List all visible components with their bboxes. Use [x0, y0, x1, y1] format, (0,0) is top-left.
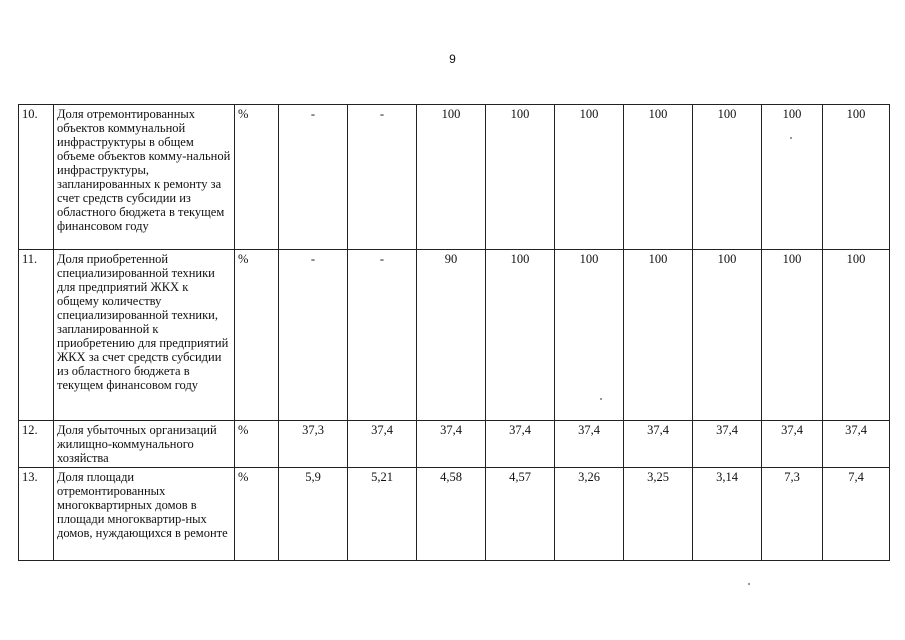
value-cell: 37,4: [693, 421, 762, 468]
value-cell: 90: [417, 250, 486, 421]
value-cell: 4,58: [417, 468, 486, 561]
value-cell: 37,4: [555, 421, 624, 468]
value-cell: 100: [417, 105, 486, 250]
value-cell: 3,26: [555, 468, 624, 561]
unit-cell: %: [235, 468, 279, 561]
table-row: [19, 105, 890, 250]
value-cell: 100: [624, 250, 693, 421]
value-cell: 37,3: [279, 421, 348, 468]
value-cell: 100: [693, 105, 762, 250]
value-cell: 100: [693, 250, 762, 421]
unit-cell: %: [235, 421, 279, 468]
table-row: [19, 468, 890, 561]
value-cell: -: [279, 105, 348, 250]
indicator-name-cell: Доля убыточных организаций жилищно-коммунального хозяйства: [54, 421, 235, 468]
value-cell: 100: [624, 105, 693, 250]
value-cell: 37,4: [624, 421, 693, 468]
value-cell: 100: [762, 250, 823, 421]
value-cell: 100: [555, 250, 624, 421]
value-cell: 3,25: [624, 468, 693, 561]
table-row: [19, 250, 890, 421]
value-cell: 100: [486, 105, 555, 250]
value-cell: 4,57: [486, 468, 555, 561]
value-cell: 7,4: [823, 468, 890, 561]
row-number-cell: 13.: [19, 468, 54, 561]
value-cell: -: [348, 105, 417, 250]
value-cell: -: [279, 250, 348, 421]
value-cell: -: [348, 250, 417, 421]
value-cell: 37,4: [417, 421, 486, 468]
value-cell: 7,3: [762, 468, 823, 561]
value-cell: 100: [823, 105, 890, 250]
value-cell: 100: [823, 250, 890, 421]
value-cell: 100: [486, 250, 555, 421]
value-cell: 37,4: [762, 421, 823, 468]
page-number: 9: [449, 52, 456, 66]
value-cell: 37,4: [348, 421, 417, 468]
scan-speck: [748, 583, 750, 585]
value-cell: 100: [555, 105, 624, 250]
unit-cell: %: [235, 105, 279, 250]
value-cell: 3,14: [693, 468, 762, 561]
indicators-table-body: [19, 105, 890, 561]
value-cell: 5,21: [348, 468, 417, 561]
indicator-name-cell: Доля приобретенной специализированной техники для предприятий ЖКХ к общему количеству специализированной техники, запланированной к приобретению для предприятий ЖКХ за счет средств субсидии из областного бюджета в текущем финансовом году: [54, 250, 235, 421]
indicator-name-cell: Доля отремонтированных объектов коммунальной инфраструктуры в общем объеме объектов комму-нальной инфраструктуры, запланированных к ремонту за счет средств субсидии из областного бюджета в текущем финансовом году: [54, 105, 235, 250]
value-cell: 5,9: [279, 468, 348, 561]
table-row: [19, 421, 890, 468]
row-number-cell: 11.: [19, 250, 54, 421]
unit-cell: %: [235, 250, 279, 421]
row-number-cell: 12.: [19, 421, 54, 468]
row-number-cell: 10.: [19, 105, 54, 250]
scan-speck: [600, 398, 602, 400]
value-cell: 37,4: [486, 421, 555, 468]
value-cell: 100: [762, 105, 823, 250]
scan-speck: [790, 137, 792, 139]
indicators-table: [18, 104, 890, 561]
indicator-name-cell: Доля площади отремонтированных многоквартирных домов в площади многоквартир-ных домов, нуждающихся в ремонте: [54, 468, 235, 561]
value-cell: 37,4: [823, 421, 890, 468]
